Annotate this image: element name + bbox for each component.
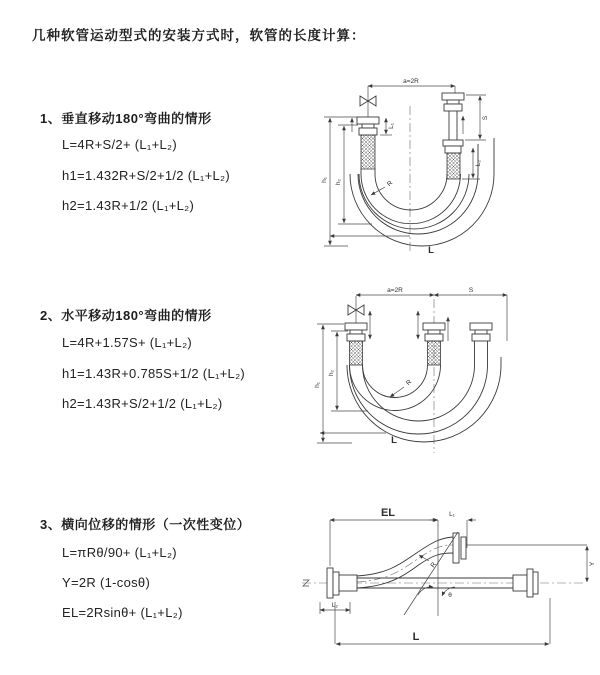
dim-label-l2: L₂ xyxy=(331,602,339,609)
dim-label-r: R xyxy=(404,378,414,388)
top-right-flange xyxy=(453,533,466,563)
valve-icon xyxy=(360,86,376,117)
formula-line: Y=2R (1-cosθ) xyxy=(62,575,151,590)
right-fitting xyxy=(470,323,492,341)
dim-label-el: EL xyxy=(380,507,396,519)
formula-line: h1=1.43R+0.785S+1/2 (L₁+L₂) xyxy=(62,366,246,381)
dim-label-a2r: a=2R xyxy=(403,78,419,85)
dim-label-l2: L₂ xyxy=(475,159,482,167)
upper-hose-curve xyxy=(357,537,453,588)
dim-label-theta: θ xyxy=(448,592,452,599)
formula-line: h2=1.43R+S/2+1/2 (L₁+L₂) xyxy=(62,396,223,411)
right-fitting xyxy=(442,93,464,179)
formula-line: L=4R+1.57S+ (L₁+L₂) xyxy=(62,335,193,350)
dim-label-s: S xyxy=(468,287,474,294)
section-2-heading: 2、水平移动180°弯曲的情形 xyxy=(40,308,212,323)
left-flange xyxy=(327,568,357,598)
section-1-heading: 1、垂直移动180°弯曲的情形 xyxy=(40,111,212,126)
page-title: 几种软管运动型式的安装方式时，软管的长度计算： xyxy=(32,28,366,43)
dim-label-r: R xyxy=(429,561,438,570)
section-3-heading: 3、横向位移的情形（一次性变位） xyxy=(40,517,251,532)
dim-label-y: Y xyxy=(589,561,596,567)
dimension-el xyxy=(330,507,438,566)
middle-fitting xyxy=(423,323,445,365)
formula-line: EL=2Rsinθ+ (L₁+L₂) xyxy=(62,605,183,620)
braid-section xyxy=(447,153,460,179)
dim-label-h2: h₂ xyxy=(328,369,335,377)
braid-section xyxy=(428,341,441,365)
diagram-vertical-180-bend xyxy=(310,72,572,262)
dim-label-l: L xyxy=(428,245,434,256)
bottom-right-flange xyxy=(513,569,538,597)
dimension-l1 xyxy=(380,118,395,135)
dimension-s xyxy=(465,95,489,140)
dimension-s xyxy=(434,287,507,341)
dimension-h1 xyxy=(314,324,352,443)
left-fitting xyxy=(345,323,367,365)
dimension-l2 xyxy=(462,148,482,179)
dim-label-h1: h₁ xyxy=(314,382,321,388)
dimension-l-bottom xyxy=(320,433,397,446)
dim-label-l1: L₁ xyxy=(449,511,455,518)
dim-label-l: L xyxy=(391,435,397,446)
dimension-l-bottom xyxy=(335,598,550,644)
radius-callout xyxy=(371,179,394,195)
hose-curves xyxy=(347,341,501,442)
dim-label-r: R xyxy=(385,179,395,189)
dimension-a2r xyxy=(356,287,434,295)
braid-section xyxy=(361,135,375,169)
formula-line: h1=1.432R+S/2+1/2 (L₁+L₂) xyxy=(62,168,230,183)
dimension-l1 xyxy=(429,511,476,616)
diagram-horizontal-180-bend xyxy=(306,283,594,463)
dim-label-l1: L₁ xyxy=(388,123,395,129)
dimension-a2r xyxy=(368,78,455,93)
dim-label-l: L xyxy=(412,631,420,643)
braid-section xyxy=(350,341,363,365)
formula-line: h2=1.43R+1/2 (L₁+L₂) xyxy=(62,198,195,213)
diagram-lateral-displacement xyxy=(300,498,600,660)
formula-line: L=4R+S/2+ (L₁+L₂) xyxy=(62,137,177,152)
dim-label-h1: h₁ xyxy=(321,177,328,183)
dim-label-a2r: a=2R xyxy=(387,287,403,294)
formula-line: L=πRθ/90+ (L₁+L₂) xyxy=(62,545,177,560)
dim-label-s: S xyxy=(482,115,489,121)
angle-theta xyxy=(404,532,458,615)
valve-icon xyxy=(348,296,364,323)
dim-label-h2: h₂ xyxy=(335,178,342,186)
left-fitting xyxy=(357,117,379,169)
